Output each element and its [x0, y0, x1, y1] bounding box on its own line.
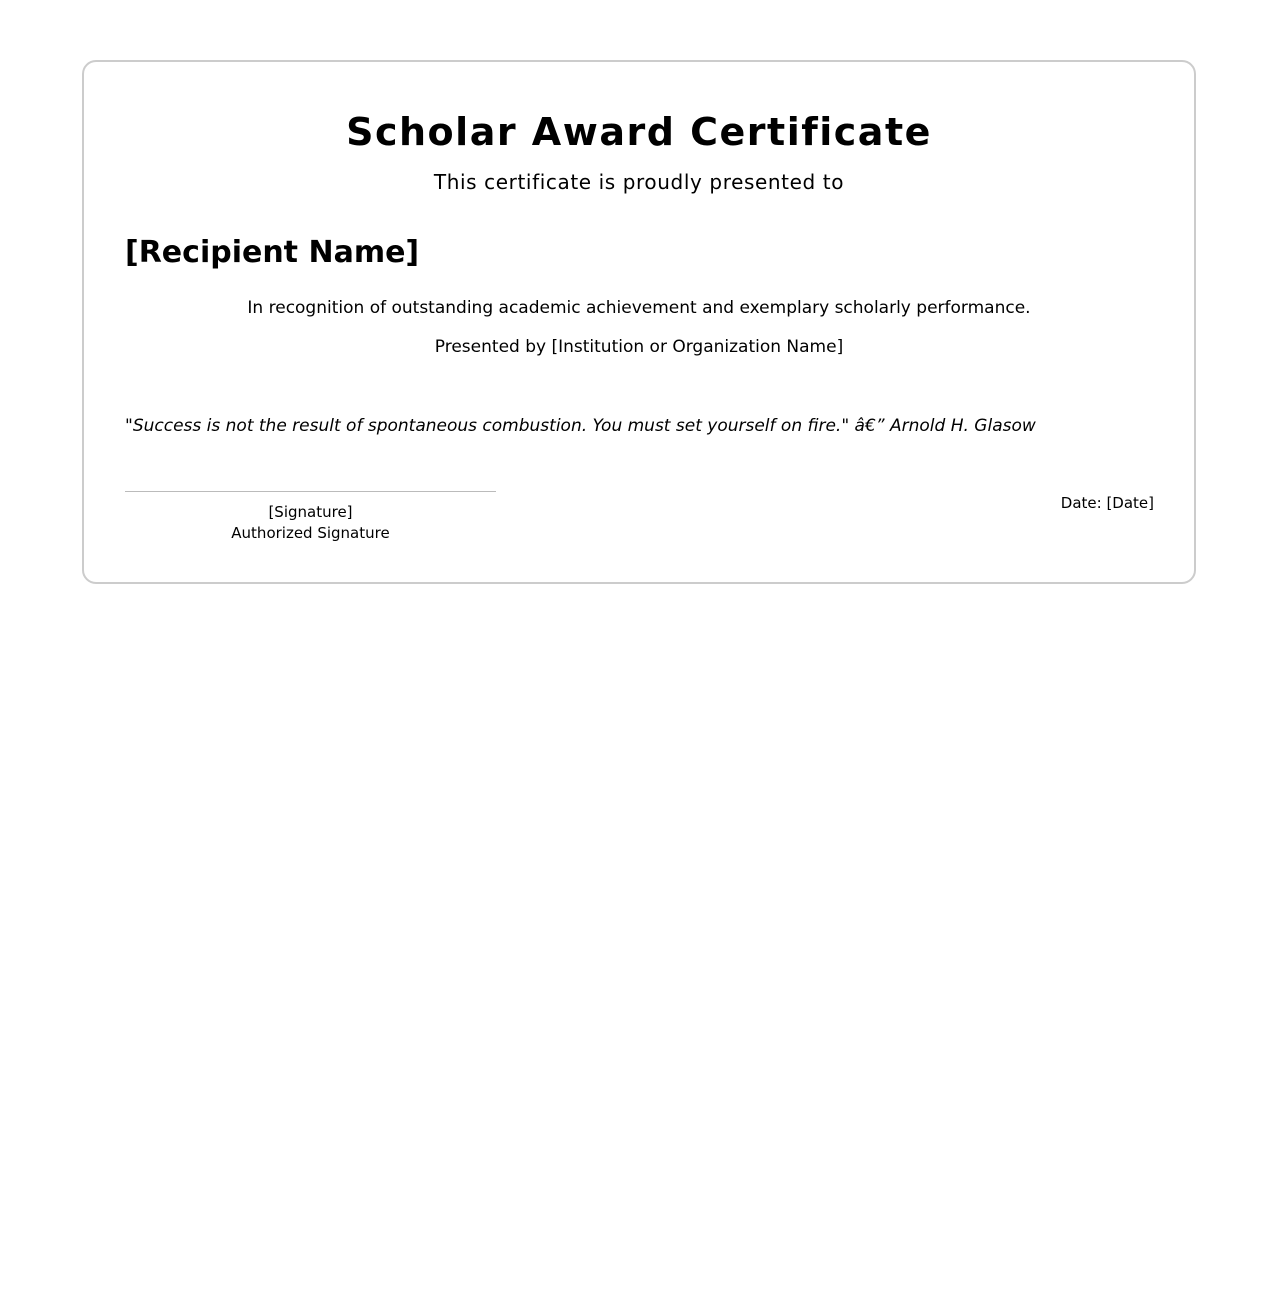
certificate-card	[82, 60, 1196, 584]
presented-by-text: Presented by [Institution or Organization Name]	[434, 337, 844, 357]
inspirational-quote: "Success is not the result of spontaneous combustion. You must set yourself on fire." â€” Arnold H. Glasow	[125, 416, 1036, 436]
recognition-text: In recognition of outstanding academic achievement and exemplary scholarly performance.	[247, 298, 1031, 318]
signature-placeholder: [Signature]	[268, 503, 353, 521]
signature-block	[125, 491, 496, 544]
signature-label: Authorized Signature	[231, 524, 390, 542]
recipient-name: [Recipient Name]	[125, 235, 420, 270]
signature-text	[125, 502, 496, 544]
certificate-title: Scholar Award Certificate	[346, 110, 932, 154]
certificate-subtitle: This certificate is proudly presented to	[433, 170, 845, 194]
date-text: Date: [Date]	[1060, 494, 1154, 512]
signature-line	[125, 491, 496, 492]
